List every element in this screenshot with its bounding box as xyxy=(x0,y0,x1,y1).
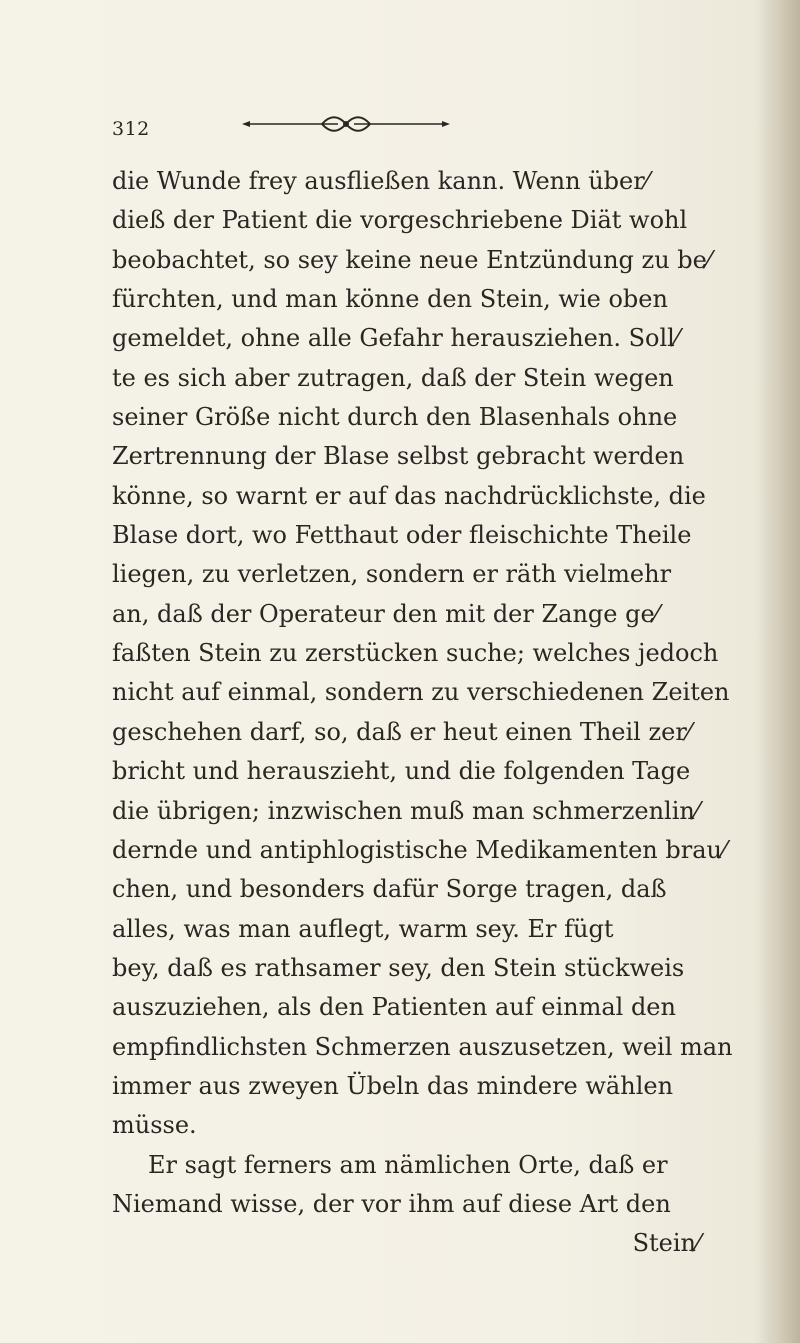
body-text xyxy=(112,162,733,1264)
text-line: faßten Stein zu zerstücken suche; welches jedoch xyxy=(112,639,719,668)
text-line: dieß der Patient die vorgeschriebene Diät wohl xyxy=(112,206,688,235)
text-line: chen, und besonders dafür Sorge tragen, daß xyxy=(112,875,667,904)
text-line: bey, daß es rathsamer sey, den Stein stückweis xyxy=(112,953,685,982)
header-ornament xyxy=(242,112,450,136)
text-line: müsse. xyxy=(112,1111,197,1140)
page-edge-shadow xyxy=(758,0,800,1343)
text-line: Zertrennung der Blase selbst gebracht werden xyxy=(112,442,685,471)
text-line: fürchten, und man könne den Stein, wie oben xyxy=(112,285,668,314)
text-line: empfindlichsten Schmerzen auszusetzen, weil man xyxy=(112,1032,733,1061)
text-line: beobachtet, so sey keine neue Entzündung zu be⁄ xyxy=(112,245,711,274)
text-line: dernde und antiphlogistische Medikamenten brau⁄ xyxy=(112,835,726,864)
text-line: an, daß der Operateur den mit der Zange ge⁄ xyxy=(112,599,659,628)
text-line: liegen, zu verletzen, sondern er räth vielmehr xyxy=(112,560,672,589)
catchword: Stein⁄ xyxy=(632,1229,700,1258)
text-line: seiner Größe nicht durch den Blasenhals ohne xyxy=(112,403,678,432)
text-line: gemeldet, ohne alle Gefahr herausziehen. Soll⁄ xyxy=(112,324,679,353)
text-line: die übrigen; inzwischen muß man schmerzenlin⁄ xyxy=(112,796,699,825)
text-line: immer aus zweyen Übeln das mindere wählen xyxy=(112,1071,674,1100)
text-line: auszuziehen, als den Patienten auf einmal den xyxy=(112,993,676,1022)
text-line: alles, was man auflegt, warm sey. Er fügt xyxy=(112,914,614,943)
text-line: nicht auf einmal, sondern zu verschiedenen Zeiten xyxy=(112,678,730,707)
text-line: die Wunde frey ausfließen kann. Wenn über⁄ xyxy=(112,167,649,195)
text-line: te es sich aber zutragen, daß der Stein wegen xyxy=(112,363,674,392)
text-line: Niemand wisse, der vor ihm auf diese Art den xyxy=(112,1189,671,1218)
text-line: Er sagt ferners am nämlichen Orte, daß er xyxy=(148,1150,668,1179)
text-line: geschehen darf, so, daß er heut einen Theil zer⁄ xyxy=(112,717,691,746)
page-number: 312 xyxy=(112,118,150,140)
text-line: bricht und herauszieht, und die folgenden Tage xyxy=(112,757,691,786)
text-line: Blase dort, wo Fetthaut oder fleischichte Theile xyxy=(112,521,692,550)
text-line: könne, so warnt er auf das nachdrücklichste, die xyxy=(112,481,706,510)
